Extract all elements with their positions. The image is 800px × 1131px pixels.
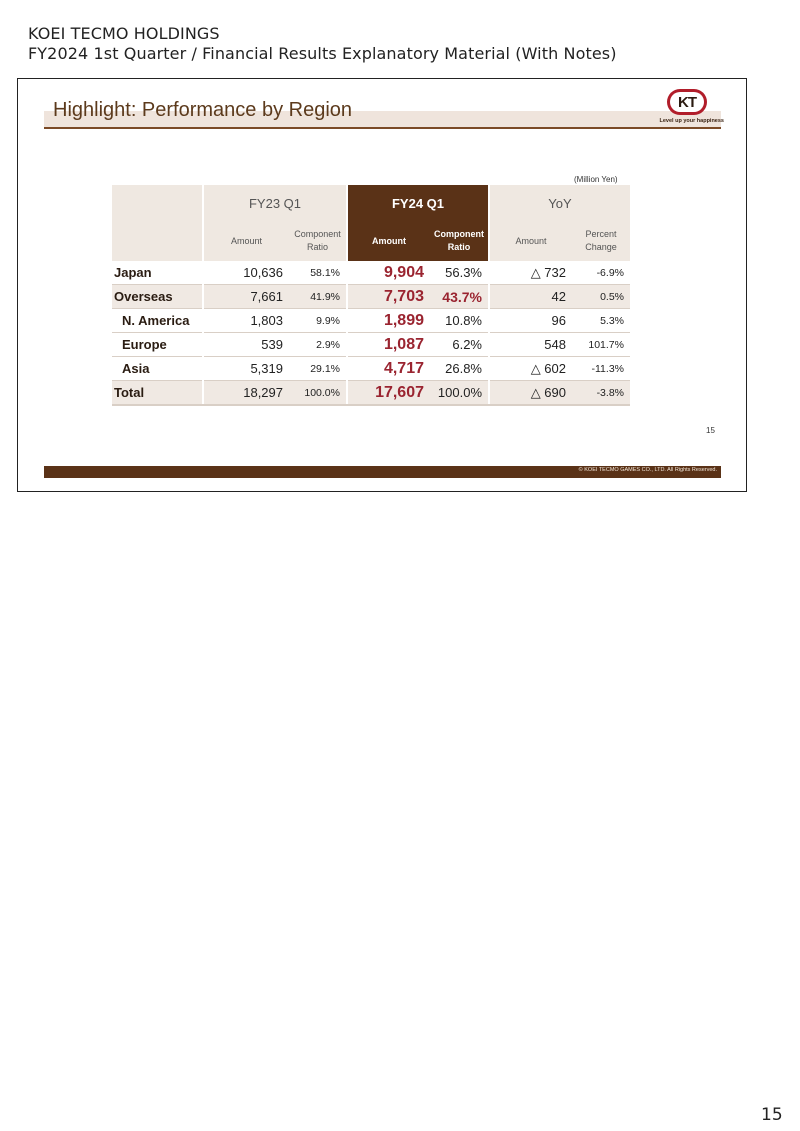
slide-title: Highlight: Performance by Region xyxy=(53,99,353,121)
fy23-amount: 1,803 xyxy=(204,309,289,333)
row-label: Overseas xyxy=(112,285,202,309)
fy24-ratio: 10.8% xyxy=(430,309,488,333)
fy24-ratio: 43.7% xyxy=(430,285,488,309)
fy23-amount: 5,319 xyxy=(204,357,289,381)
header-fy24: FY24 Q1 xyxy=(348,185,488,221)
row-label: Total xyxy=(112,381,202,406)
table-row-total xyxy=(112,381,630,406)
fy24-ratio: 56.3% xyxy=(430,261,488,285)
copyright-text: © KOEI TECMO GAMES CO., LTD. All Rights Reserved. xyxy=(578,467,717,473)
row-label: Asia xyxy=(112,357,202,381)
yoy-change: 101.7% xyxy=(572,333,630,357)
fy24-ratio: 6.2% xyxy=(430,333,488,357)
table-row-japan xyxy=(112,261,630,285)
row-label: Europe xyxy=(112,333,202,357)
yoy-amount: 96 xyxy=(490,309,572,333)
yoy-amount: △ 690 xyxy=(490,381,572,406)
table-row-overseas xyxy=(112,285,630,309)
fy23-ratio: 9.9% xyxy=(289,309,346,333)
fy24-amount: 17,607 xyxy=(348,381,430,406)
fy23-amount: 10,636 xyxy=(204,261,289,285)
table-row-europe xyxy=(112,333,630,357)
fy23-amount: 539 xyxy=(204,333,289,357)
subheader-fy23-ratio: Component Ratio xyxy=(289,221,346,261)
yoy-amount: △ 602 xyxy=(490,357,572,381)
fy24-ratio: 26.8% xyxy=(430,357,488,381)
koei-tecmo-logo xyxy=(652,89,724,127)
row-label: Japan xyxy=(112,261,202,285)
yoy-change: 5.3% xyxy=(572,309,630,333)
fy23-amount: 7,661 xyxy=(204,285,289,309)
yoy-change: -11.3% xyxy=(572,357,630,381)
unit-note: (Million Yen) xyxy=(574,175,618,184)
yoy-amount: △ 732 xyxy=(490,261,572,285)
fy24-amount: 9,904 xyxy=(348,261,430,285)
row-label: N. America xyxy=(112,309,202,333)
slide xyxy=(17,78,747,492)
region-performance-table xyxy=(112,185,630,406)
yoy-change: 0.5% xyxy=(572,285,630,309)
fy23-ratio: 2.9% xyxy=(289,333,346,357)
company-name: KOEI TECMO HOLDINGS xyxy=(28,24,220,43)
subheader-yoy-amount: Amount xyxy=(490,221,572,261)
yoy-change: -6.9% xyxy=(572,261,630,285)
fy23-ratio: 58.1% xyxy=(289,261,346,285)
header-blank xyxy=(112,185,202,261)
fy24-ratio: 100.0% xyxy=(430,381,488,406)
fy23-ratio: 29.1% xyxy=(289,357,346,381)
fy23-ratio: 100.0% xyxy=(289,381,346,406)
document-header xyxy=(28,24,617,64)
logo-mark xyxy=(667,89,707,115)
subheader-fy24-amount: Amount xyxy=(348,221,430,261)
yoy-amount: 548 xyxy=(490,333,572,357)
header-fy23: FY23 Q1 xyxy=(204,185,346,221)
logo-text: KT xyxy=(670,92,704,112)
fy24-amount: 1,087 xyxy=(348,333,430,357)
logo-tagline: Level up your happiness xyxy=(659,118,724,124)
table-row-asia xyxy=(112,357,630,381)
subheader-fy24-ratio: Component Ratio xyxy=(430,221,488,261)
slide-number: 15 xyxy=(706,426,715,435)
fy24-amount: 4,717 xyxy=(348,357,430,381)
table-row-north-america xyxy=(112,309,630,333)
subheader-yoy-change: Percent Change xyxy=(572,221,630,261)
fy23-amount: 18,297 xyxy=(204,381,289,406)
footer-bar xyxy=(44,466,721,478)
header-yoy: YoY xyxy=(490,185,630,221)
fy23-ratio: 41.9% xyxy=(289,285,346,309)
subheader-fy23-amount: Amount xyxy=(204,221,289,261)
page-number: 15 xyxy=(761,1105,783,1125)
document-subtitle: FY2024 1st Quarter / Financial Results Explanatory Material (With Notes) xyxy=(28,44,617,63)
yoy-amount: 42 xyxy=(490,285,572,309)
fy24-amount: 1,899 xyxy=(348,309,430,333)
fy24-amount: 7,703 xyxy=(348,285,430,309)
yoy-change: -3.8% xyxy=(572,381,630,406)
